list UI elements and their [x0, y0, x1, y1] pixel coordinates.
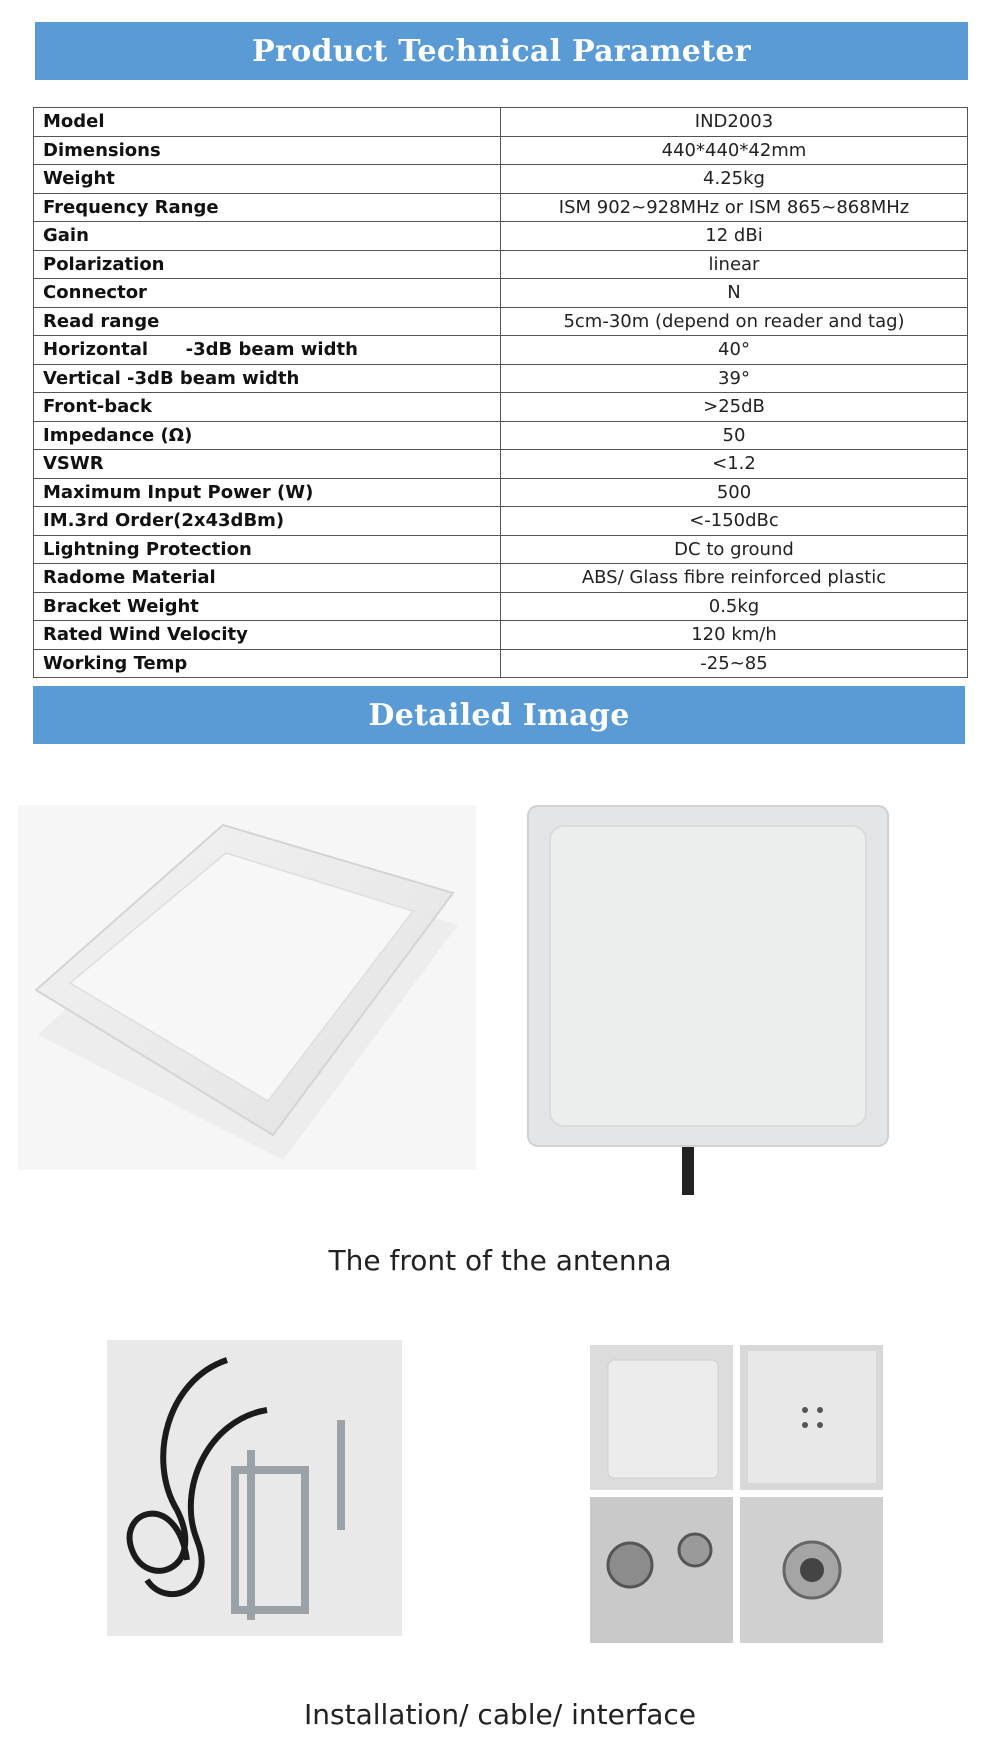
spec-value: <1.2: [501, 450, 968, 479]
spec-row: [34, 336, 968, 365]
spec-value: -25~85: [501, 649, 968, 678]
spec-value: 500: [501, 478, 968, 507]
spec-value: 39°: [501, 364, 968, 393]
spec-value: 4.25kg: [501, 165, 968, 194]
spec-label: Connector: [34, 279, 501, 308]
spec-label: IM.3rd Order(2x43dBm): [34, 507, 501, 536]
spec-row: [34, 393, 968, 422]
spec-value: 120 km/h: [501, 621, 968, 650]
spec-value: IND2003: [501, 108, 968, 137]
spec-value: 0.5kg: [501, 592, 968, 621]
spec-row: [34, 535, 968, 564]
spec-row: [34, 592, 968, 621]
spec-label: Bracket Weight: [34, 592, 501, 621]
spec-label: Working Temp: [34, 649, 501, 678]
spec-row: [34, 307, 968, 336]
product-technical-parameter-banner: [35, 22, 968, 80]
antenna-front-photo: [520, 800, 890, 1195]
spec-label: Impedance (Ω): [34, 421, 501, 450]
detail-title: Detailed Image: [368, 697, 630, 733]
params-title: Product Technical Parameter: [252, 33, 751, 69]
spec-table: [33, 107, 968, 678]
spec-label: VSWR: [34, 450, 501, 479]
spec-row: [34, 450, 968, 479]
spec-label: Model: [34, 108, 501, 137]
spec-row: [34, 649, 968, 678]
spec-row: [34, 108, 968, 137]
spec-row: [34, 165, 968, 194]
spec-label: Radome Material: [34, 564, 501, 593]
spec-label: Frequency Range: [34, 193, 501, 222]
spec-value: 5cm-30m (depend on reader and tag): [501, 307, 968, 336]
spec-row: [34, 222, 968, 251]
spec-label: Maximum Input Power (W): [34, 478, 501, 507]
spec-row: [34, 250, 968, 279]
spec-row: [34, 279, 968, 308]
spec-label: Lightning Protection: [34, 535, 501, 564]
spec-value: 440*440*42mm: [501, 136, 968, 165]
spec-value: N: [501, 279, 968, 308]
spec-label: Gain: [34, 222, 501, 251]
spec-value: ABS/ Glass fibre reinforced plastic: [501, 564, 968, 593]
spec-label: Vertical -3dB beam width: [34, 364, 501, 393]
spec-row: [34, 136, 968, 165]
spec-label: Dimensions: [34, 136, 501, 165]
install-caption: Installation/ cable/ interface: [304, 1698, 696, 1731]
front-caption: The front of the antenna: [328, 1244, 672, 1277]
installation-grid-photo: [590, 1345, 883, 1643]
spec-label: Horizontal -3dB beam width: [34, 336, 501, 365]
spec-value: 50: [501, 421, 968, 450]
spec-value: >25dB: [501, 393, 968, 422]
spec-row: [34, 507, 968, 536]
spec-label: Weight: [34, 165, 501, 194]
spec-value: <-150dBc: [501, 507, 968, 536]
spec-value: 40°: [501, 336, 968, 365]
spec-label: Polarization: [34, 250, 501, 279]
spec-row: [34, 564, 968, 593]
detailed-image-banner: [33, 686, 965, 744]
spec-row: [34, 478, 968, 507]
spec-label: Front-back: [34, 393, 501, 422]
spec-value: linear: [501, 250, 968, 279]
spec-value: ISM 902~928MHz or ISM 865~868MHz: [501, 193, 968, 222]
spec-row: [34, 364, 968, 393]
cable-bracket-photo: [107, 1340, 402, 1636]
antenna-angled-photo: [18, 805, 476, 1170]
spec-value: 12 dBi: [501, 222, 968, 251]
spec-row: [34, 421, 968, 450]
spec-row: [34, 621, 968, 650]
spec-label: Read range: [34, 307, 501, 336]
spec-row: [34, 193, 968, 222]
spec-label: Rated Wind Velocity: [34, 621, 501, 650]
spec-value: DC to ground: [501, 535, 968, 564]
